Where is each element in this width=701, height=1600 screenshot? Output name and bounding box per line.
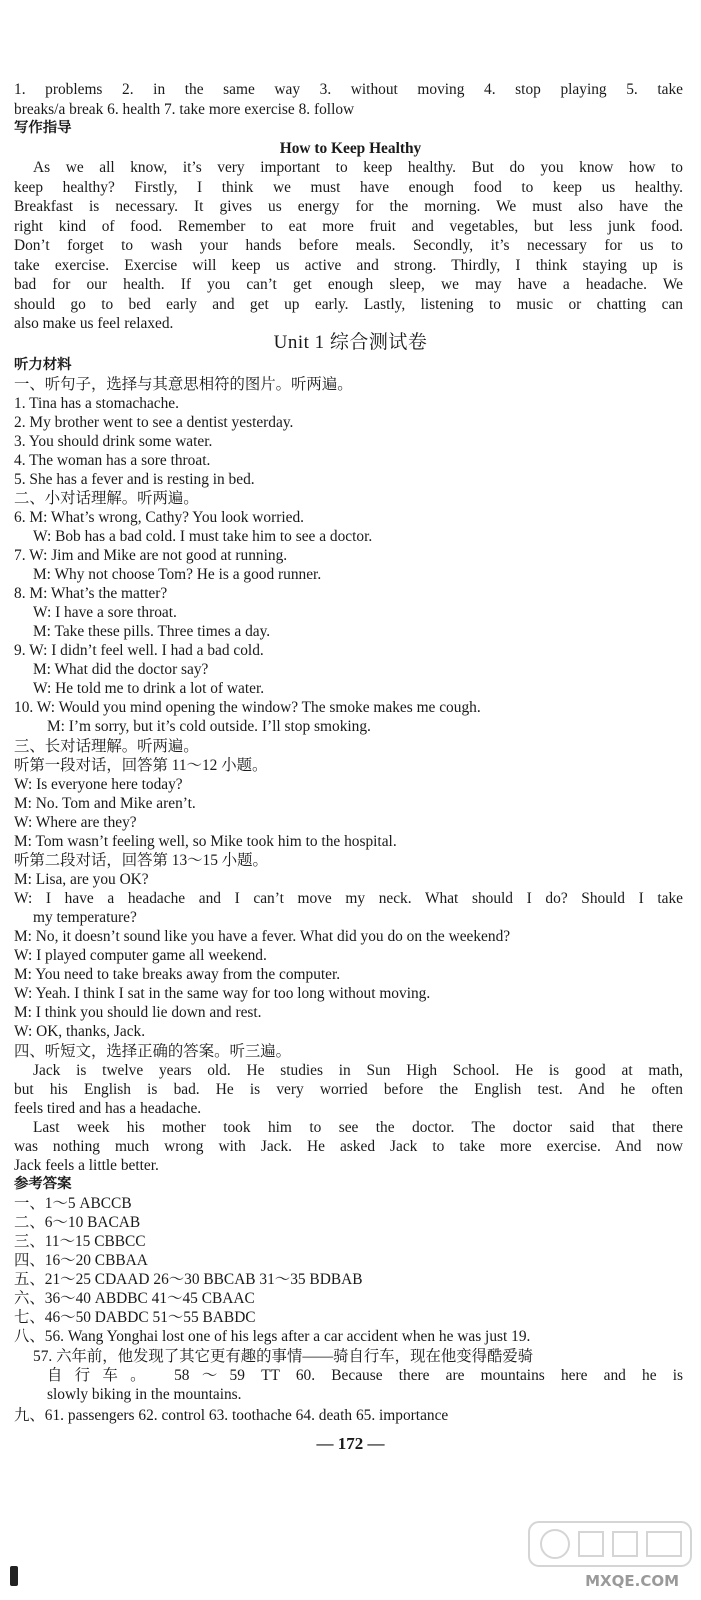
answer-key-line: 四、16～20 CBBAA xyxy=(14,1252,148,1269)
answer-key-line: 二、6～10 BACAB xyxy=(14,1214,141,1231)
answer-key-line: 57. 六年前，他发现了其它更有趣的事情——骑自行车，现在他变得酷爱骑 xyxy=(33,1348,534,1365)
page-number: — 172 — xyxy=(316,1434,385,1453)
dialogue-line: 10. W: Would you mind opening the window? The smoke makes me cough. xyxy=(14,699,481,716)
dialogue-line: W: Bob has a bad cold. I must take him to see a doctor. xyxy=(33,528,373,545)
sub-heading: 听第二段对话，回答第 13～15 小题。 xyxy=(14,852,268,869)
dialogue-line: my temperature? xyxy=(33,909,137,926)
dialogue-line: 9. W: I didn’t feel well. I had a bad cold. xyxy=(14,642,264,659)
essay-line: Don’t forget to wash your hands before meals. Secondly, it’s necessary for us to xyxy=(14,237,683,254)
dialogue-line: M: Why not choose Tom? He is a good runner. xyxy=(33,566,322,583)
essay-line: Breakfast is necessary. It gives us energy for the morning. We must also have the xyxy=(14,198,683,215)
dialogue-line: M: No, it doesn’t sound like you have a fever. What did you do on the weekend? xyxy=(14,928,511,945)
answer-key-line: 一、1～5 ABCCB xyxy=(14,1195,132,1212)
essay-line: right kind of food. Remember to eat more fruit and vegetables, but less junk food. xyxy=(14,218,683,235)
answer-key-line: 三、11～15 CBBCC xyxy=(14,1233,146,1250)
unit-title: Unit 1 综合测试卷 xyxy=(273,332,428,353)
passage-line: Jack is twelve years old. He studies in Sun High School. He is good at math, xyxy=(33,1062,683,1079)
answers-line: breaks/a break 6. health 7. take more exercise 8. follow xyxy=(14,101,355,118)
dialogue-line: M: Tom wasn’t feeling well, so Mike took him to the hospital. xyxy=(14,833,397,850)
dialogue-line: M: What did the doctor say? xyxy=(33,661,209,678)
essay-line: also make us feel relaxed. xyxy=(14,315,174,332)
listening-sentence: 2. My brother went to see a dentist yesterday. xyxy=(14,414,294,431)
dialogue-line: W: He told me to drink a lot of water. xyxy=(33,680,265,697)
dialogue-line: 7. W: Jim and Mike are not good at running. xyxy=(14,547,288,564)
scan-mark xyxy=(10,1566,18,1586)
passage-line: but his English is bad. He is very worried before the English test. And he often xyxy=(14,1081,683,1098)
passage-line: Jack feels a little better. xyxy=(14,1157,159,1174)
essay-title: How to Keep Healthy xyxy=(279,140,422,157)
listening-sentence: 1. Tina has a stomachache. xyxy=(14,395,179,412)
answer-key-line: 九、61. passengers 62. control 63. toothache 64. death 65. importance xyxy=(14,1407,449,1424)
part-heading: 三、长对话理解。听两遍。 xyxy=(14,738,199,755)
essay-line: bad for our health. If you can’t get enough sleep, we may have a headache. We xyxy=(14,276,683,293)
dialogue-line: M: Lisa, are you OK? xyxy=(14,871,149,888)
passage-line: was nothing much wrong with Jack. He asked Jack to take more exercise. And now xyxy=(14,1138,683,1155)
dialogue-line: W: I played computer game all weekend. xyxy=(14,947,267,964)
answer-key-line: 八、56. Wang Yonghai lost one of his legs after a car accident when he was just 19. xyxy=(14,1328,531,1345)
section-heading-key: 参考答案 xyxy=(14,1176,72,1192)
dialogue-line: W: Where are they? xyxy=(14,814,137,831)
dialogue-line: M: I’m sorry, but it’s cold outside. I’ll stop smoking. xyxy=(47,718,371,735)
listening-sentence: 5. She has a fever and is resting in bed. xyxy=(14,471,255,488)
dialogue-line: W: I have a sore throat. xyxy=(33,604,177,621)
essay-line: should go to bed early and get up early. Lastly, listening to music or chatting can xyxy=(14,296,683,313)
dialogue-line: W: Is everyone here today? xyxy=(14,776,183,793)
dialogue-line: W: OK, thanks, Jack. xyxy=(14,1023,146,1040)
essay-line: As we all know, it’s very important to keep healthy. But do you know how to xyxy=(33,159,683,176)
answer-key-line: 七、46～50 DABDC 51～55 BABDC xyxy=(14,1309,256,1326)
answer-key-line: 五、21～25 CDAAD 26～30 BBCAB 31～35 BDBAB xyxy=(14,1271,363,1288)
dialogue-line: M: I think you should lie down and rest. xyxy=(14,1004,262,1021)
dialogue-line: W: Yeah. I think I sat in the same way for too long without moving. xyxy=(14,985,431,1002)
answer-key-line: 六、36～40 ABDBC 41～45 CBAAC xyxy=(14,1290,255,1307)
essay-line: take exercise. Exercise will keep us active and strong. Thirdly, I think staying up is xyxy=(14,257,683,274)
essay-line: keep healthy? Firstly, I think we must have enough food to keep us healthy. xyxy=(14,179,683,196)
part-heading: 一、听句子，选择与其意思相符的图片。听两遍。 xyxy=(14,376,353,393)
part-heading: 二、小对话理解。听两遍。 xyxy=(14,490,199,507)
listening-sentence: 4. The woman has a sore throat. xyxy=(14,452,211,469)
answer-key-line: slowly biking in the mountains. xyxy=(47,1386,242,1403)
dialogue-line: M: You need to take breaks away from the computer. xyxy=(14,966,341,983)
watermark-text: MXQE.COM xyxy=(585,1572,679,1590)
answers-line: 1. problems 2. in the same way 3. without moving 4. stop playing 5. take xyxy=(14,81,683,98)
dialogue-line: W: I have a headache and I can’t move my neck. What should I do? Should I take xyxy=(14,890,683,907)
passage-line: feels tired and has a headache. xyxy=(14,1100,202,1117)
passage-line: Last week his mother took him to see the doctor. The doctor said that there xyxy=(33,1119,683,1136)
section-heading-writing: 写作指导 xyxy=(14,120,72,136)
dialogue-line: 8. M: What’s the matter? xyxy=(14,585,168,602)
dialogue-line: 6. M: What’s wrong, Cathy? You look worried. xyxy=(14,509,304,526)
sub-heading: 听第一段对话，回答第 11～12 小题。 xyxy=(14,757,268,774)
section-heading-listening: 听力材料 xyxy=(14,357,72,373)
part-heading: 四、听短文，选择正确的答案。听三遍。 xyxy=(14,1043,292,1060)
answer-key-line: 自行车。 58～59 TT 60. Because there are mountains here and he is xyxy=(47,1367,683,1384)
listening-sentence: 3. You should drink some water. xyxy=(14,433,213,450)
dialogue-line: M: Take these pills. Three times a day. xyxy=(33,623,271,640)
dialogue-line: M: No. Tom and Mike aren’t. xyxy=(14,795,196,812)
